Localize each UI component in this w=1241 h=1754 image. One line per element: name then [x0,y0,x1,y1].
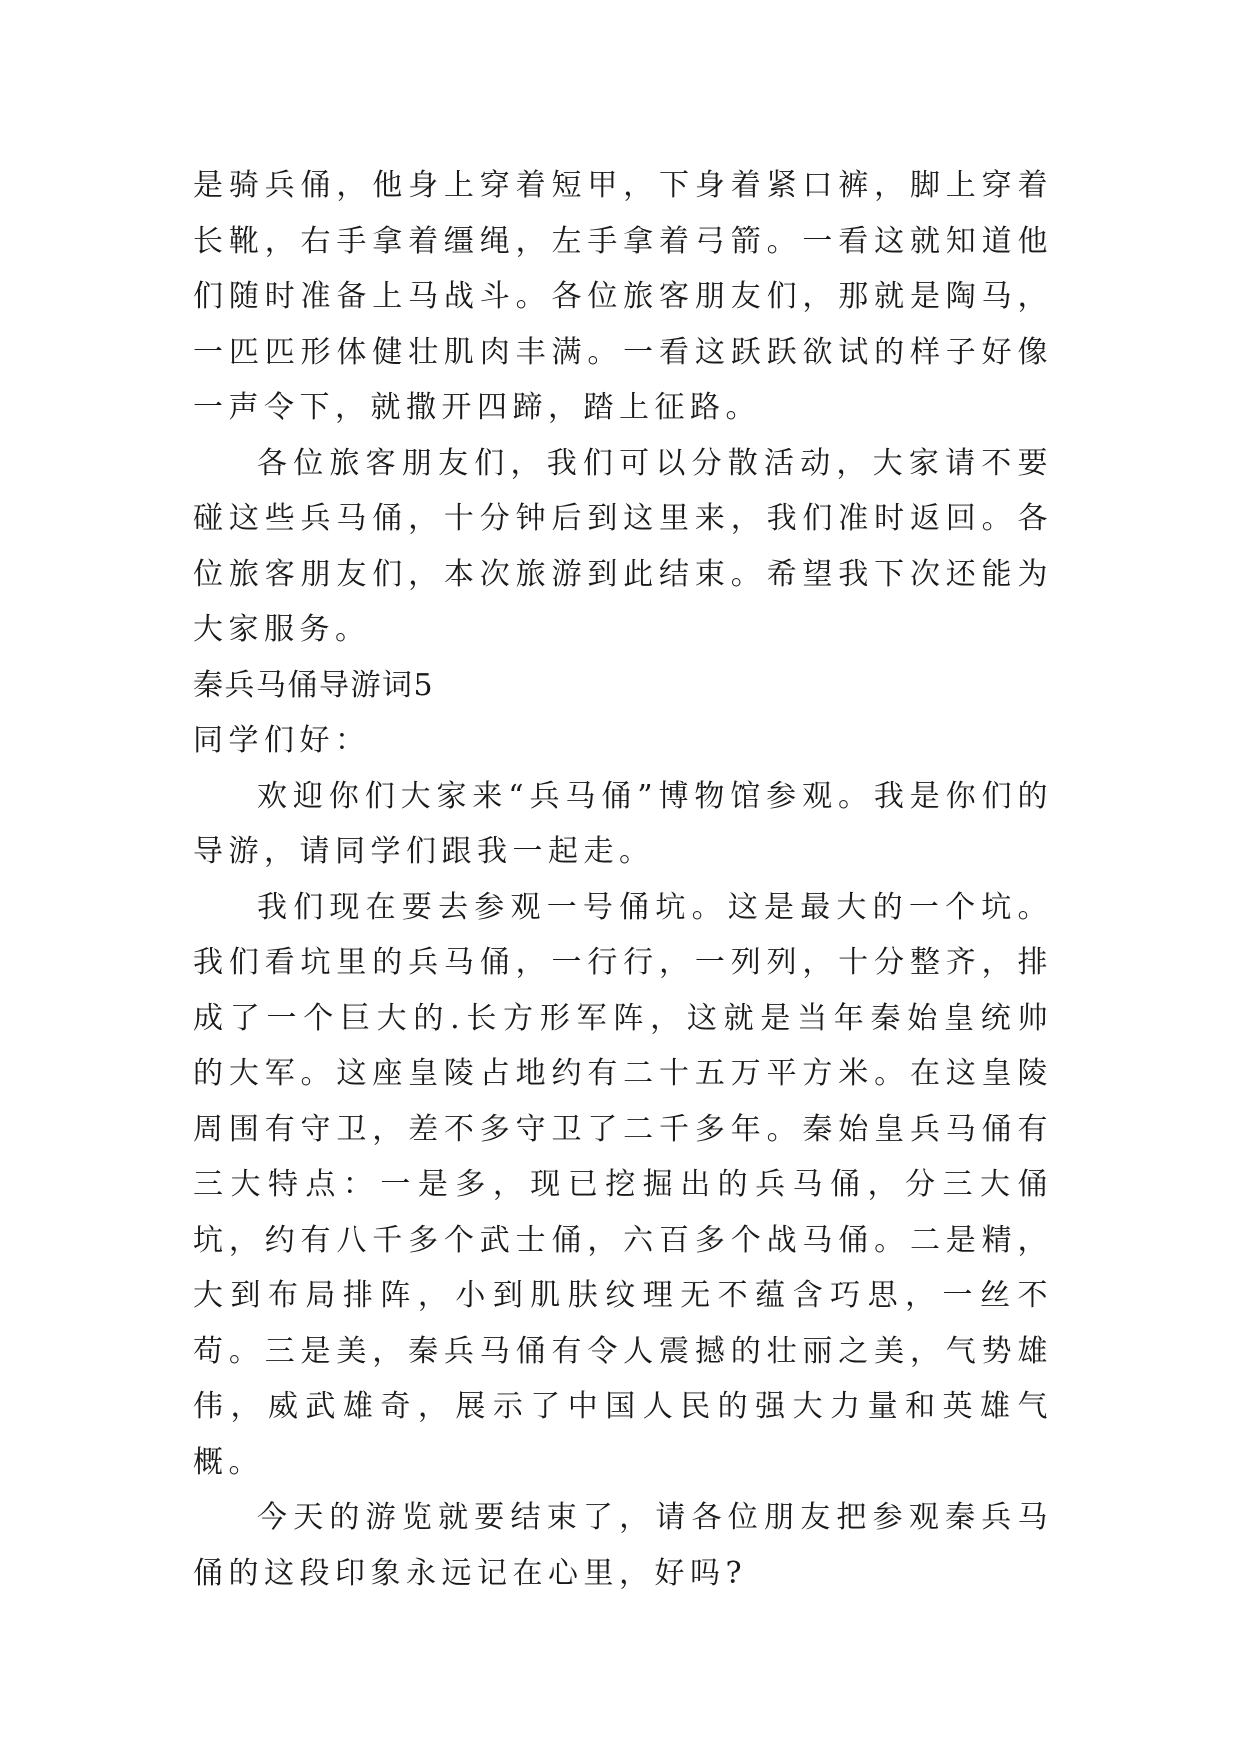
paragraph-cavalry: 是骑兵俑，他身上穿着短甲，下身着紧口裤，脚上穿着长靴，右手拿着缰绳，左手拿着弓箭。一看这就知道他们随时准备上马战斗。各位旅客朋友们，那就是陶马，一匹匹形体健壮肌肉丰满。一看这跃跃欲试的样子好像一声令下，就撒开四蹄，踏上征路。 [193,168,1053,425]
document-body [193,158,1053,1601]
paragraph-free-activity: 各位旅客朋友们，我们可以分散活动，大家请不要碰这些兵马俑，十分钟后到这里来，我们准时返回。各位旅客朋友们，本次旅游到此结束。希望我下次还能为大家服务。 [193,445,1053,647]
paragraph-pit-one: 我们现在要去参观一号俑坑。这是最大的一个坑。我们看坑里的兵马俑，一行行，一列列，十分整齐，排成了一个巨大的.长方形军阵，这就是当年秦始皇统帅的大军。这座皇陵占地约有二十五万平方米。在这皇陵周围有守卫，差不多守卫了二千多年。秦始皇兵马俑有三大特点：一是多，现已挖掘出的兵马俑，分三大俑坑，约有八千多个武士俑，六百多个战马俑。二是精，大到布局排阵，小到肌肤纹理无不蕴含巧思，一丝不苟。三是美，秦兵马俑有令人震撼的壮丽之美，气势雄伟，威武雄奇，展示了中国人民的强大力量和英雄气概。 [193,889,1053,1480]
paragraph-closing: 今天的游览就要结束了，请各位朋友把参观秦兵马俑的这段印象永远记在心里，好吗? [193,1500,1053,1591]
greeting: 同学们好： [193,723,371,758]
section-title: 秦兵马俑导游词5 [193,667,435,703]
paragraph-welcome: 欢迎你们大家来“兵马俑”博物馆参观。我是你们的导游，请同学们跟我一起走。 [193,778,1053,869]
